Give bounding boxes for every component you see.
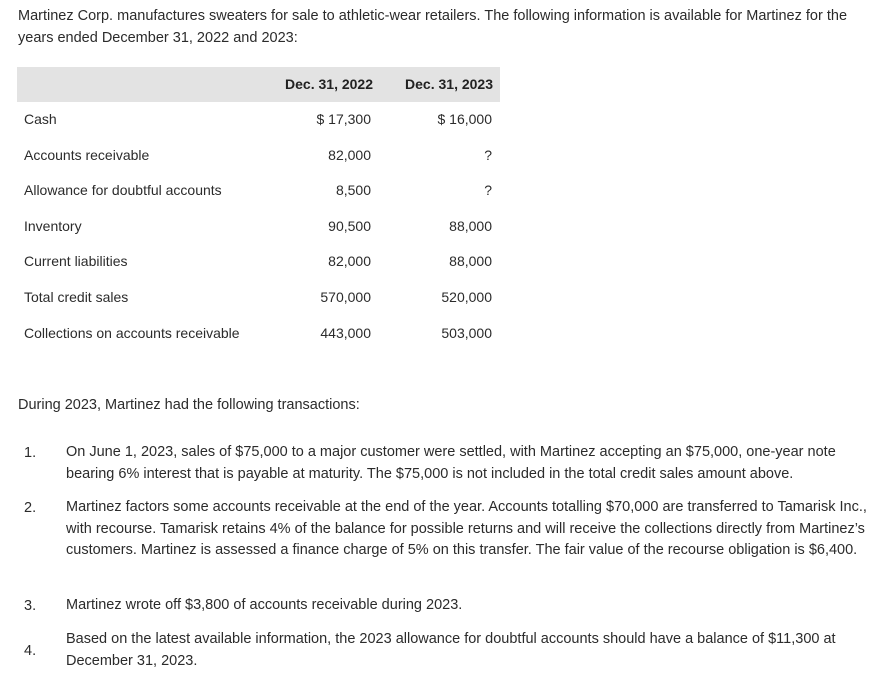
table-row <box>17 316 500 352</box>
item-number: 4. <box>24 643 37 659</box>
table-row <box>17 244 500 280</box>
value-2022: 443,000 <box>320 324 371 341</box>
item-number: 1. <box>24 445 37 461</box>
item-text: On June 1, 2023, sales of $75,000 to a major customer were settled, with Martinez accepting an $75,000, one-year note bearing 6% interest that is payable at maturity. The $75,000 is not included in the total credit sales amount above. <box>66 444 836 482</box>
table-row <box>17 280 500 316</box>
value-2023: 88,000 <box>449 253 492 270</box>
value-2023: ? <box>484 146 492 163</box>
row-label: Total credit sales <box>24 288 129 305</box>
row-label: Collections on accounts receivable <box>24 324 240 341</box>
value-2023: 520,000 <box>441 288 492 305</box>
row-label: Accounts receivable <box>24 146 150 163</box>
row-label: Current liabilities <box>24 253 128 270</box>
value-2022: 90,500 <box>328 217 371 234</box>
transactions-intro: During 2023, Martinez had the following transactions: <box>18 397 360 413</box>
value-2022: $ 17,300 <box>316 111 371 127</box>
item-number: 3. <box>24 598 37 614</box>
row-label: Allowance for doubtful accounts <box>24 182 222 199</box>
table-row <box>17 102 500 138</box>
value-2023: 503,000 <box>441 324 492 341</box>
table-header-row <box>17 67 500 102</box>
table-row <box>17 173 500 209</box>
header-dec-2022: Dec. 31, 2022 <box>285 76 373 92</box>
row-label: Cash <box>24 111 57 127</box>
value-2022: 82,000 <box>328 146 371 163</box>
value-2023: $ 16,000 <box>437 111 492 127</box>
item-text: Based on the latest available information, the 2023 allowance for doubtful accounts should have a balance of $11,300 at December 31, 2023. <box>66 631 836 669</box>
table-row <box>17 209 500 245</box>
item-text: Martinez wrote off $3,800 of accounts receivable during 2023. <box>66 597 463 613</box>
value-2023: ? <box>484 182 492 199</box>
item-text: Martinez factors some accounts receivable at the end of the year. Accounts totalling $70,000 are transferred to Tamarisk Inc., with recourse. Tamarisk retains 4% of the balance for possible returns and will receive the collections directly from Martinez’s customers. Martinez is assessed a finance charge of 5% on this transfer. The fair value of the recourse obligation is $6,400. <box>66 499 867 558</box>
item-number: 2. <box>24 500 37 516</box>
row-label: Inventory <box>24 217 82 234</box>
value-2022: 82,000 <box>328 253 371 270</box>
problem-intro: Martinez Corp. manufactures sweaters for sale to athletic-wear retailers. The following information is available for Martinez for the years ended December 31, 2022 and 2023: <box>18 8 848 46</box>
value-2022: 570,000 <box>320 288 371 305</box>
financial-data-table <box>17 67 500 351</box>
header-dec-2023: Dec. 31, 2023 <box>405 76 493 92</box>
value-2023: 88,000 <box>449 217 492 234</box>
table-row <box>17 138 500 174</box>
value-2022: 8,500 <box>335 182 371 199</box>
